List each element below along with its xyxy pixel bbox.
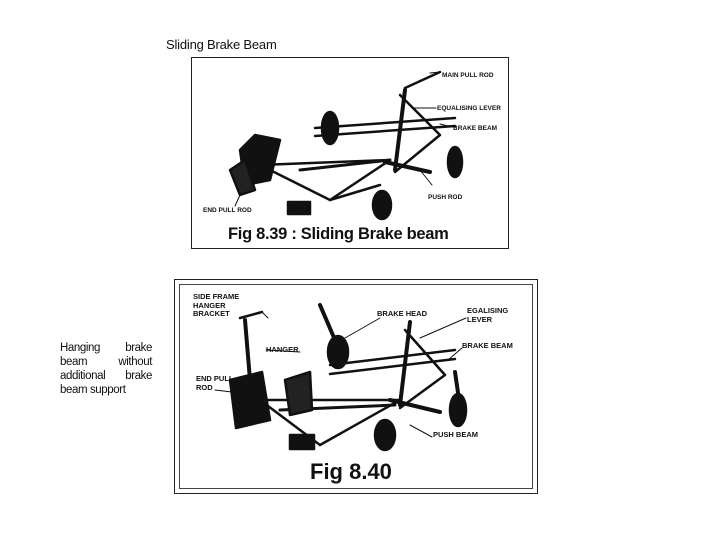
side-text-line: beam support [60, 384, 126, 396]
page-title: Sliding Brake Beam [166, 37, 277, 52]
side-text-line: beam without [60, 356, 152, 368]
figure-8-40-caption: Fig 8.40 [310, 459, 392, 484]
label-push-beam: PUSH BEAM [433, 430, 479, 439]
label-brake-beam-2: BRAKE BEAM [462, 341, 513, 350]
label-hanger: HANGER [266, 345, 299, 354]
label-push-rod: PUSH ROD [428, 194, 463, 201]
side-text-line: additional brake [60, 370, 152, 382]
figure-8-39-caption: Fig 8.39 : Sliding Brake beam [228, 225, 449, 243]
label-equalising-lever: EQUALISING LEVER [437, 105, 501, 112]
label-side-frame-hanger-bracket: SIDE FRAME HANGER BRACKET [193, 292, 240, 318]
label-brake-head: BRAKE HEAD [377, 309, 428, 318]
label-end-pull-rod: END PULL ROD [203, 207, 252, 214]
label-end-pull-rod-2: END PULL ROD [196, 374, 234, 392]
label-main-pull-rod: MAIN PULL ROD [442, 72, 494, 79]
label-brake-beam: BRAKE BEAM [453, 125, 498, 132]
side-text-line: Hanging brake [60, 342, 152, 354]
label-egalising-lever: EGALISING LEVER [467, 306, 509, 324]
side-description [60, 341, 152, 397]
hanging-brake-beam-drawing [215, 305, 466, 450]
